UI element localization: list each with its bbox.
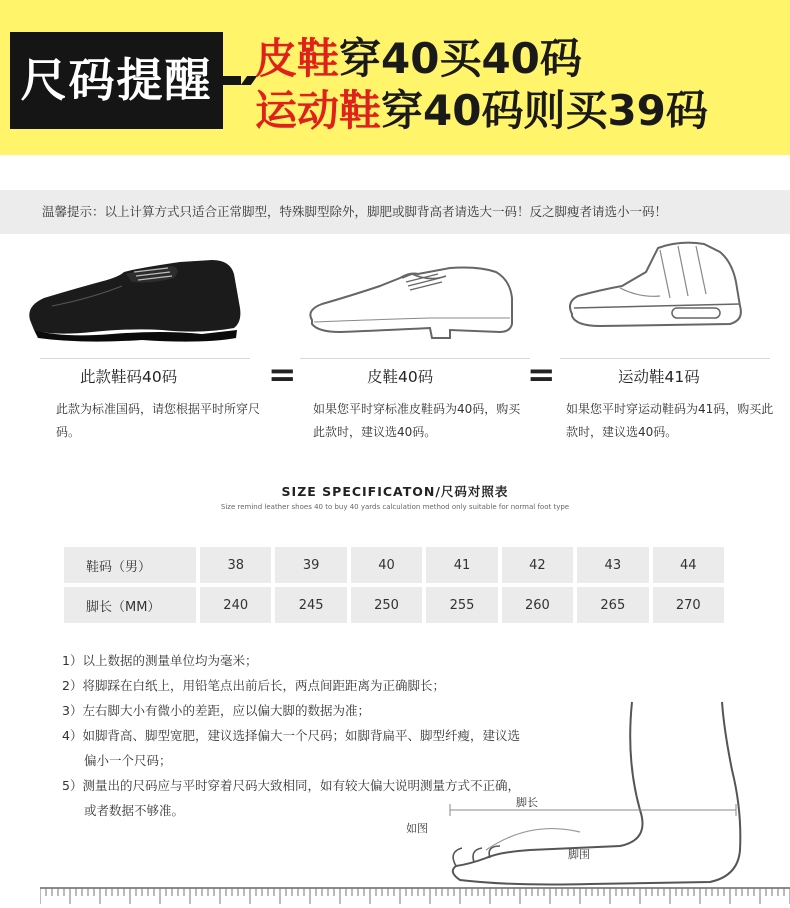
table-cell: 250	[351, 587, 422, 623]
table-cell: 38	[200, 547, 271, 583]
ruler	[40, 886, 790, 908]
shoe-size-label: 此款鞋码40码	[80, 368, 178, 386]
list-item: 5）测量出的尺码应与平时穿着尺码大致相同，如有较大偏大说明测量方式不正确，	[62, 778, 520, 793]
table-cell: 270	[653, 587, 724, 623]
size-table	[60, 543, 728, 627]
foot-shape-label: 如图	[406, 822, 428, 835]
banner-line-leather	[255, 34, 582, 84]
banner-title-box	[10, 32, 223, 129]
table-row	[64, 587, 724, 623]
equals-sign: =	[268, 355, 297, 395]
divider-line	[560, 358, 770, 359]
leather-shoe-outline-icon	[300, 258, 530, 348]
shoe-size-note: 此款为标准国码，请您根据平时所穿尺码。	[56, 402, 261, 439]
table-row-head: 脚长（MM）	[64, 587, 196, 623]
table-cell: 42	[502, 547, 573, 583]
table-cell: 255	[426, 587, 497, 623]
banner-line-sneaker	[255, 86, 708, 136]
table-cell: 44	[653, 547, 724, 583]
banner-connector	[223, 76, 241, 85]
size-spec-title: SIZE SPECIFICATON/尺码对照表	[281, 484, 509, 499]
table-cell: 39	[275, 547, 346, 583]
list-item: 3）左右脚大小有微小的差距，应以偏大脚的数据为准；	[62, 703, 370, 718]
leather-shoe-note: 如果您平时穿标准皮鞋码为40码，购买此款时，建议选40码。	[313, 402, 521, 439]
banner-line2-highlight: 运动鞋	[255, 86, 382, 135]
table-cell: 240	[200, 587, 271, 623]
fit-notice	[0, 190, 790, 234]
divider-line	[40, 358, 250, 359]
sneaker-outline-icon	[560, 238, 760, 338]
table-cell: 260	[502, 587, 573, 623]
divider-line	[300, 358, 530, 359]
banner-line1-highlight: 皮鞋	[255, 34, 340, 83]
list-item: 1）以上数据的测量单位均为毫米；	[62, 653, 258, 668]
table-row	[64, 547, 724, 583]
list-item-continued: 偏小一个尺码；	[84, 753, 172, 768]
leather-shoe-size-label: 皮鞋40码	[367, 368, 434, 386]
fit-notice-text: 温馨提示：以上计算方式只适合正常脚型，特殊脚型除外，脚肥或脚背高者请选大一码！反之脚瘦者请选小一码！	[42, 204, 668, 219]
sneaker-size-label: 运动鞋41码	[618, 368, 700, 386]
table-cell: 245	[275, 587, 346, 623]
list-item-continued: 或者数据不够准。	[84, 803, 185, 818]
table-cell: 40	[351, 547, 422, 583]
foot-measure-illustration	[390, 700, 790, 894]
list-item: 2）将脚踩在白纸上，用铅笔点出前后长，两点间距距离为正确脚长；	[62, 678, 445, 693]
leather-shoe-photo-icon	[22, 248, 252, 348]
size-spec-subtitle: Size remind leather shoes 40 to buy 40 yards calculation method only suitable for normal foot type	[220, 503, 570, 511]
foot-girth-label: 脚围	[568, 848, 590, 861]
sneaker-note: 如果您平时穿运动鞋码为41码，购买此款时，建议选40码。	[566, 402, 774, 439]
table-row-head: 鞋码（男）	[64, 547, 196, 583]
banner-line1-text: 穿40买40码	[339, 34, 582, 83]
foot-length-label: 脚长	[516, 796, 538, 809]
size-reminder-banner	[0, 0, 790, 155]
table-cell: 265	[577, 587, 648, 623]
equals-sign: =	[527, 355, 556, 395]
banner-title: 尺码提醒	[20, 53, 213, 107]
table-cell: 43	[577, 547, 648, 583]
list-item: 4）如脚背高、脚型宽肥，建议选择偏大一个尺码；如脚背扁平、脚型纤瘦，建议选	[62, 728, 520, 743]
table-cell: 41	[426, 547, 497, 583]
banner-line2-text: 穿40码则买39码	[381, 86, 708, 135]
